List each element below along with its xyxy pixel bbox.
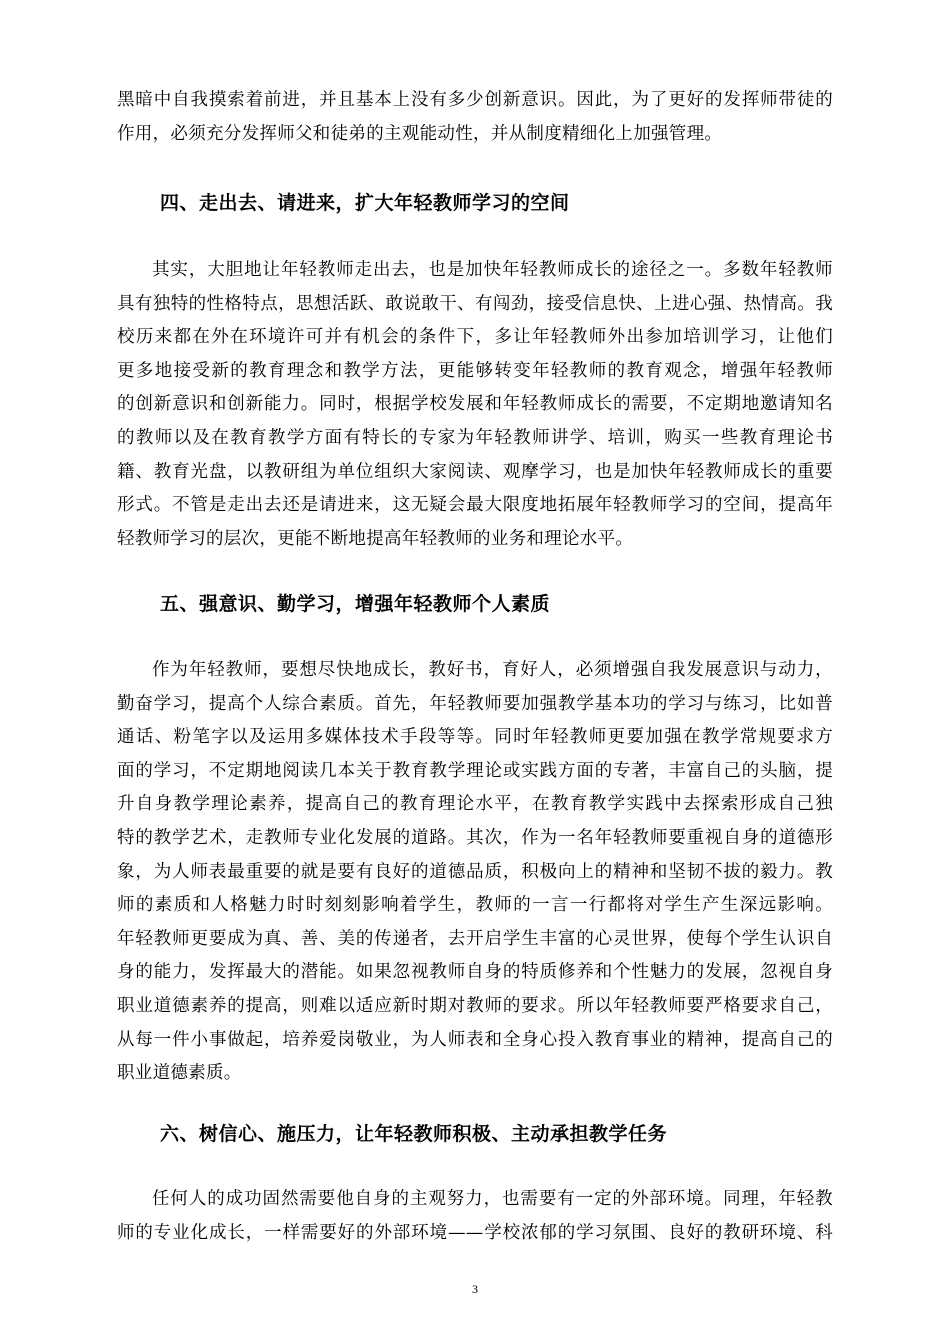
paragraph-line: 面的学习，不定期地阅读几本关于教育教学理论或实践方面的专著，丰富自己的头脑，提 [117,761,833,781]
paragraph-line: 特的教学艺术，走教师专业化发展的道路。其次，作为一名年轻教师要重视自身的道德形 [117,828,833,848]
paragraph-line: 作为年轻教师，要想尽快地成长，教好书，育好人，必须增强自我发展意识与动力， [152,660,833,680]
paragraph-line: 升自身教学理论素养，提高自己的教育理论水平，在教育教学实践中去探索形成自己独 [117,794,833,814]
paragraph-line: 作用，必须充分发挥师父和徒弟的主观能动性，并从制度精细化上加强管理。 [117,124,723,144]
paragraph-line: 籍、教育光盘，以教研组为单位组织大家阅读、观摩学习，也是加快年轻教师成长的重要 [117,462,833,482]
paragraph-line: 职业道德素养的提高，则难以适应新时期对教师的要求。所以年轻教师要严格要求自己， [117,996,833,1016]
paragraph-line: 形式。不管是走出去还是请进来，这无疑会最大限度地拓展年轻教师学习的空间，提高年 [117,495,833,515]
paragraph-line: 师的专业化成长，一样需要好的外部环境——学校浓郁的学习氛围、良好的教研环境、科 [117,1223,833,1243]
paragraph-line: 从每一件小事做起，培养爱岗敬业，为人师表和全身心投入教育事业的精神，提高自己的 [117,1030,833,1050]
page-number: 3 [472,1282,478,1296]
paragraph-line: 年轻教师更要成为真、善、美的传递者，去开启学生丰富的心灵世界，使每个学生认识自 [117,929,833,949]
section-heading: 四、走出去、请进来，扩大年轻教师学习的空间 [160,192,570,214]
paragraph-line: 轻教师学习的层次，更能不断地提高年轻教师的业务和理论水平。 [117,529,634,549]
paragraph-line: 具有独特的性格特点，思想活跃、敢说敢干、有闯劲，接受信息快、上进心强、热情高。我 [117,294,833,314]
section-heading: 六、树信心、施压力，让年轻教师积极、主动承担教学任务 [160,1123,668,1145]
paragraph-line: 通话、粉笔字以及运用多媒体技术手段等等。同时年轻教师更要加强在教学常规要求方 [117,727,833,747]
paragraph-line: 其实，大胆地让年轻教师走出去，也是加快年轻教师成长的途径之一。多数年轻教师 [152,260,833,280]
paragraph-line: 身的能力，发挥最大的潜能。如果忽视教师自身的特质修养和个性魅力的发展，忽视自身 [117,962,833,982]
paragraph-line: 象，为人师表最重要的就是要有良好的道德品质，积极向上的精神和坚韧不拔的毅力。教 [117,862,833,882]
paragraph-line: 更多地接受新的教育理念和教学方法，更能够转变年轻教师的教育观念，增强年轻教师 [117,361,833,381]
paragraph-line: 任何人的成功固然需要他自身的主观努力，也需要有一定的外部环境。同理，年轻教 [152,1189,833,1209]
paragraph-line: 师的素质和人格魅力时时刻刻影响着学生，教师的一言一行都将对学生产生深远影响。 [117,895,833,915]
paragraph-line: 校历来都在外在环境许可并有机会的条件下，多让年轻教师外出参加培训学习，让他们 [117,327,833,347]
section-heading: 五、强意识、勤学习，增强年轻教师个人素质 [160,593,551,615]
paragraph-line: 的教师以及在教育教学方面有特长的专家为年轻教师讲学、培训，购买一些教育理论书 [117,428,833,448]
paragraph-line: 黑暗中自我摸索着前进，并且基本上没有多少创新意识。因此，为了更好的发挥师带徒的 [117,90,833,110]
paragraph-line: 的创新意识和创新能力。同时，根据学校发展和年轻教师成长的需要，不定期地邀请知名 [117,394,833,414]
paragraph-line: 职业道德素质。 [117,1063,242,1083]
paragraph-line: 勤奋学习，提高个人综合素质。首先，年轻教师要加强教学基本功的学习与练习，比如普 [117,694,833,714]
